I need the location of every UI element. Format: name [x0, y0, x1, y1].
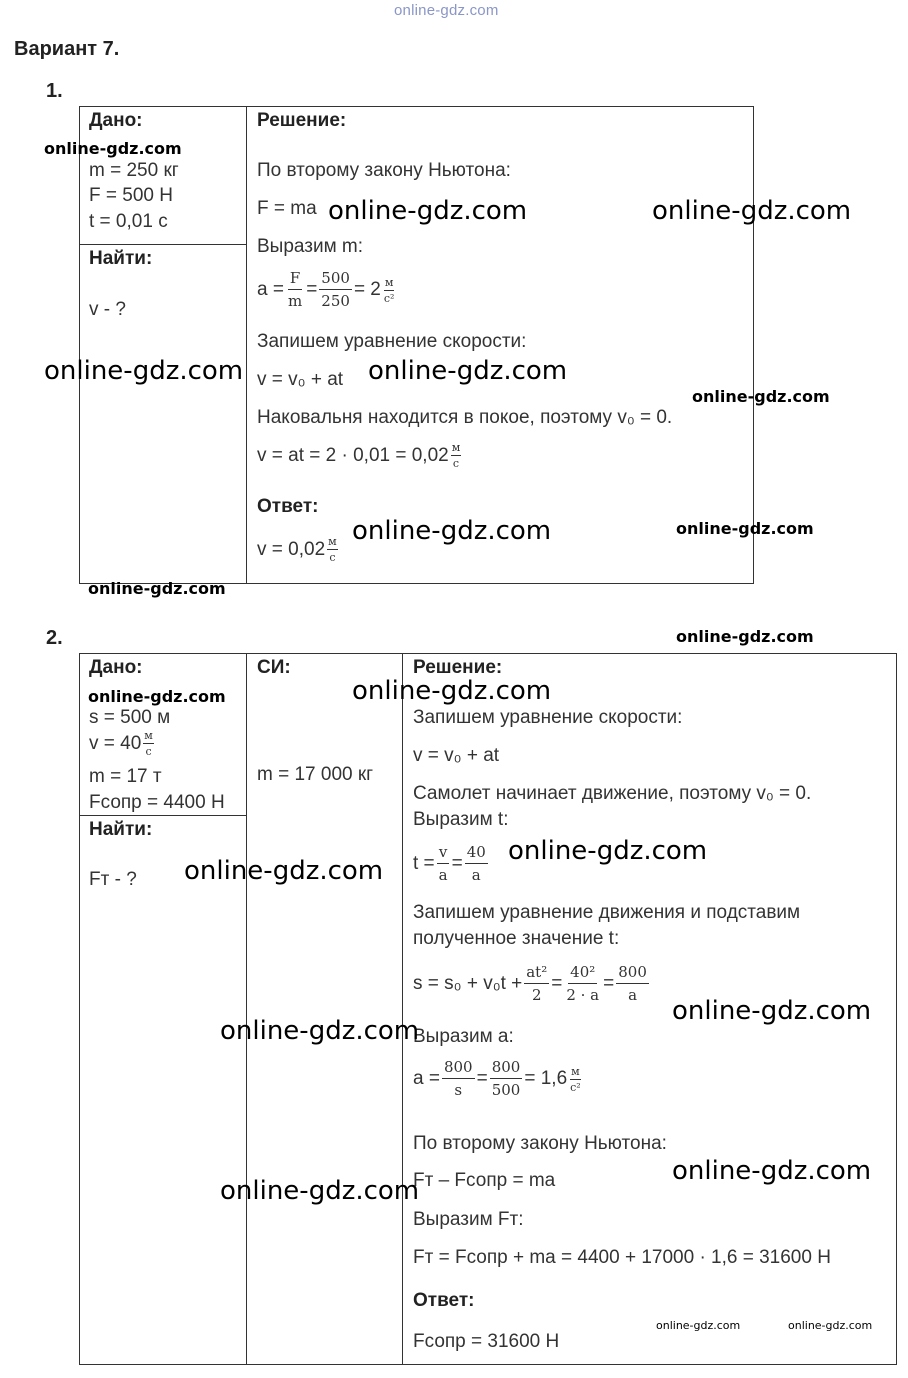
problem-2-number: 2. — [46, 627, 63, 649]
denominator: a — [471, 866, 481, 884]
problem-2-si-heading: СИ: — [257, 657, 291, 678]
formula-text: t = — [413, 853, 435, 874]
watermark-text: online-gdz.com — [656, 1319, 741, 1332]
denominator: 2 · a — [566, 986, 600, 1004]
numerator: 40² — [568, 965, 597, 984]
watermark-text: online-gdz.com — [44, 139, 182, 158]
numerator: 800 — [442, 1060, 475, 1079]
unit-m-per-s2 — [383, 277, 396, 304]
problem-1-line-newton: По второму закону Ньютона: — [257, 160, 511, 181]
problem-1-find-heading: Найти: — [89, 248, 153, 269]
fraction-500-over-250 — [319, 271, 352, 309]
problem-1-given-time: t = 0,01 с — [89, 211, 168, 232]
numerator: м — [571, 1064, 580, 1078]
problem-2-find: Fт - ? — [89, 869, 137, 890]
problem-2-line-force-balance: Fт – Fсопр = ma — [413, 1170, 556, 1191]
watermark-text: online-gdz.com — [368, 356, 568, 386]
problem-1-velocity-result — [257, 442, 463, 469]
watermark-text: online-gdz.com — [676, 627, 814, 646]
problem-2-line-ft-result: Fт = Fсопр + ma = 4400 + 17000 · 1,6 = 31600 Н — [413, 1247, 831, 1268]
given-text: v = 40 — [89, 732, 142, 754]
watermark-text: online-gdz.com — [352, 516, 552, 546]
denominator: с — [145, 745, 152, 758]
numerator: м — [144, 729, 153, 742]
watermark-text: online-gdz.com — [184, 856, 384, 886]
watermark-text: online-gdz.com — [676, 519, 814, 538]
problem-2-line-express-a: Выразим a: — [413, 1026, 514, 1047]
problem-2-column-divider-1 — [246, 653, 247, 1365]
watermark-text: online-gdz.com — [508, 836, 708, 866]
problem-2-find-heading: Найти: — [89, 819, 153, 840]
formula-text: = — [451, 853, 463, 874]
problem-2-line-newton: По второму закону Ньютона: — [413, 1133, 667, 1154]
watermark-text: online-gdz.com — [44, 356, 244, 386]
watermark-text: online-gdz.com — [672, 996, 872, 1026]
variant-title: Вариант 7. — [14, 38, 120, 60]
fraction-v-over-a — [437, 845, 450, 883]
answer-text: v = 0,02 — [257, 538, 326, 560]
problem-1-solution-heading: Решение: — [257, 110, 347, 131]
formula-text: v = at = 2 · 0,01 = 0,02 — [257, 444, 449, 466]
problem-1-line-express-m: Выразим m: — [257, 236, 364, 257]
watermark-text: online-gdz.com — [652, 196, 852, 226]
problem-1-find: v - ? — [89, 299, 126, 320]
formula-text: = — [551, 973, 563, 994]
denominator: m — [287, 292, 303, 310]
problem-1-line-velocity-eq-heading: Запишем уравнение скорости: — [257, 331, 527, 352]
problem-1-answer — [257, 536, 340, 563]
formula-text: = — [306, 279, 318, 300]
problem-1-line-rest: Наковальня находится в покое, поэтому v₀ = 0. — [257, 407, 673, 428]
watermark-text: online-gdz.com — [88, 579, 226, 598]
problem-2-distance-formula — [413, 965, 651, 1003]
watermark-text: online-gdz.com — [352, 676, 552, 706]
problem-2-given-velocity — [89, 730, 156, 757]
problem-1-column-divider — [246, 106, 247, 584]
watermark-text: online-gdz.com — [672, 1156, 872, 1186]
numerator: м — [328, 535, 337, 548]
problem-1-line-velocity-eq: v = v₀ + at — [257, 369, 344, 390]
problem-2-line-velocity-eq-heading: Запишем уравнение скорости: — [413, 707, 683, 728]
problem-1-line-f-ma: F = ma — [257, 198, 317, 219]
watermark-text: online-gdz.com — [328, 196, 528, 226]
problem-1-given-force: F = 500 Н — [89, 185, 173, 206]
numerator: 800 — [616, 965, 649, 984]
numerator: 500 — [319, 271, 352, 290]
numerator: м — [451, 441, 461, 454]
denominator: a — [438, 866, 448, 884]
fraction-f-over-m — [286, 271, 304, 309]
denominator: 250 — [321, 292, 350, 310]
problem-2-given-divider — [79, 815, 246, 816]
formula-text: s = s₀ + v₀t + — [413, 973, 523, 994]
denominator: с² — [383, 291, 395, 305]
formula-text: = 1,6 — [524, 1068, 568, 1089]
denominator: с — [452, 457, 460, 470]
fraction-40sq-over-2a — [564, 965, 601, 1003]
fraction-800-over-s — [442, 1060, 475, 1098]
problem-2-acceleration-formula — [413, 1060, 584, 1098]
fraction-40-over-a — [465, 845, 488, 883]
problem-2-line-motion-eq-2: полученное значение t: — [413, 928, 620, 949]
problem-2-line-express-ft: Выразим Fт: — [413, 1209, 524, 1230]
numerator: м — [384, 275, 394, 289]
denominator: с² — [570, 1080, 581, 1094]
numerator: 800 — [490, 1060, 523, 1079]
header-watermark: online-gdz.com — [394, 2, 499, 19]
watermark-text: online-gdz.com — [692, 387, 830, 406]
problem-2-answer: Fсопр = 31600 Н — [413, 1331, 560, 1352]
watermark-text: online-gdz.com — [220, 1016, 420, 1046]
denominator: a — [628, 986, 638, 1004]
problem-1-given-mass: m = 250 кг — [89, 160, 179, 181]
formula-text: a = — [413, 1068, 440, 1089]
denominator: 500 — [491, 1081, 521, 1099]
formula-text: = — [603, 973, 615, 994]
fraction-800-over-500 — [490, 1060, 523, 1098]
unit-m-per-s — [143, 730, 154, 757]
denominator: с — [329, 551, 336, 564]
problem-2-answer-heading: Ответ: — [413, 1290, 475, 1311]
problem-1-given-heading: Дано: — [89, 110, 143, 131]
formula-text: a = — [257, 279, 284, 300]
formula-text: = 2 — [353, 279, 381, 300]
numerator: 40 — [465, 845, 488, 864]
unit-m-per-s — [327, 536, 338, 563]
problem-2-line-express-t: Выразим t: — [413, 809, 509, 830]
problem-2-given-mass: m = 17 т — [89, 766, 162, 787]
problem-2-given-heading: Дано: — [89, 657, 143, 678]
problem-2-si-mass: m = 17 000 кг — [257, 764, 374, 785]
numerator: F — [288, 271, 302, 290]
problem-2-line-motion-eq-1: Запишем уравнение движения и подставим — [413, 902, 801, 923]
watermark-text: online-gdz.com — [88, 687, 226, 706]
problem-2-column-divider-2 — [402, 653, 403, 1365]
problem-2-line-velocity-eq: v = v₀ + at — [413, 745, 500, 766]
problem-2-given-distance: s = 500 м — [89, 707, 171, 728]
problem-2-solution-heading: Решение: — [413, 657, 503, 678]
numerator: at² — [524, 965, 549, 984]
problem-2-line-starts: Самолет начинает движение, поэтому v₀ = 0. — [413, 783, 812, 804]
denominator: s — [454, 1081, 463, 1099]
numerator: v — [437, 845, 449, 864]
problem-1-number: 1. — [46, 80, 63, 102]
watermark-text: online-gdz.com — [220, 1176, 420, 1206]
problem-2-given-drag: Fсопр = 4400 Н — [89, 792, 225, 813]
problem-1-answer-heading: Ответ: — [257, 496, 319, 517]
denominator: 2 — [531, 986, 542, 1004]
unit-m-per-s — [451, 442, 462, 469]
unit-m-per-s2 — [569, 1066, 582, 1093]
watermark-text: online-gdz.com — [788, 1319, 873, 1332]
problem-2-time-formula — [413, 845, 490, 883]
fraction-at2-over-2 — [524, 965, 549, 1003]
problem-1-acceleration-formula — [257, 271, 397, 309]
problem-1-given-divider — [79, 244, 246, 245]
fraction-800-over-a — [616, 965, 649, 1003]
formula-text: = — [476, 1068, 488, 1089]
